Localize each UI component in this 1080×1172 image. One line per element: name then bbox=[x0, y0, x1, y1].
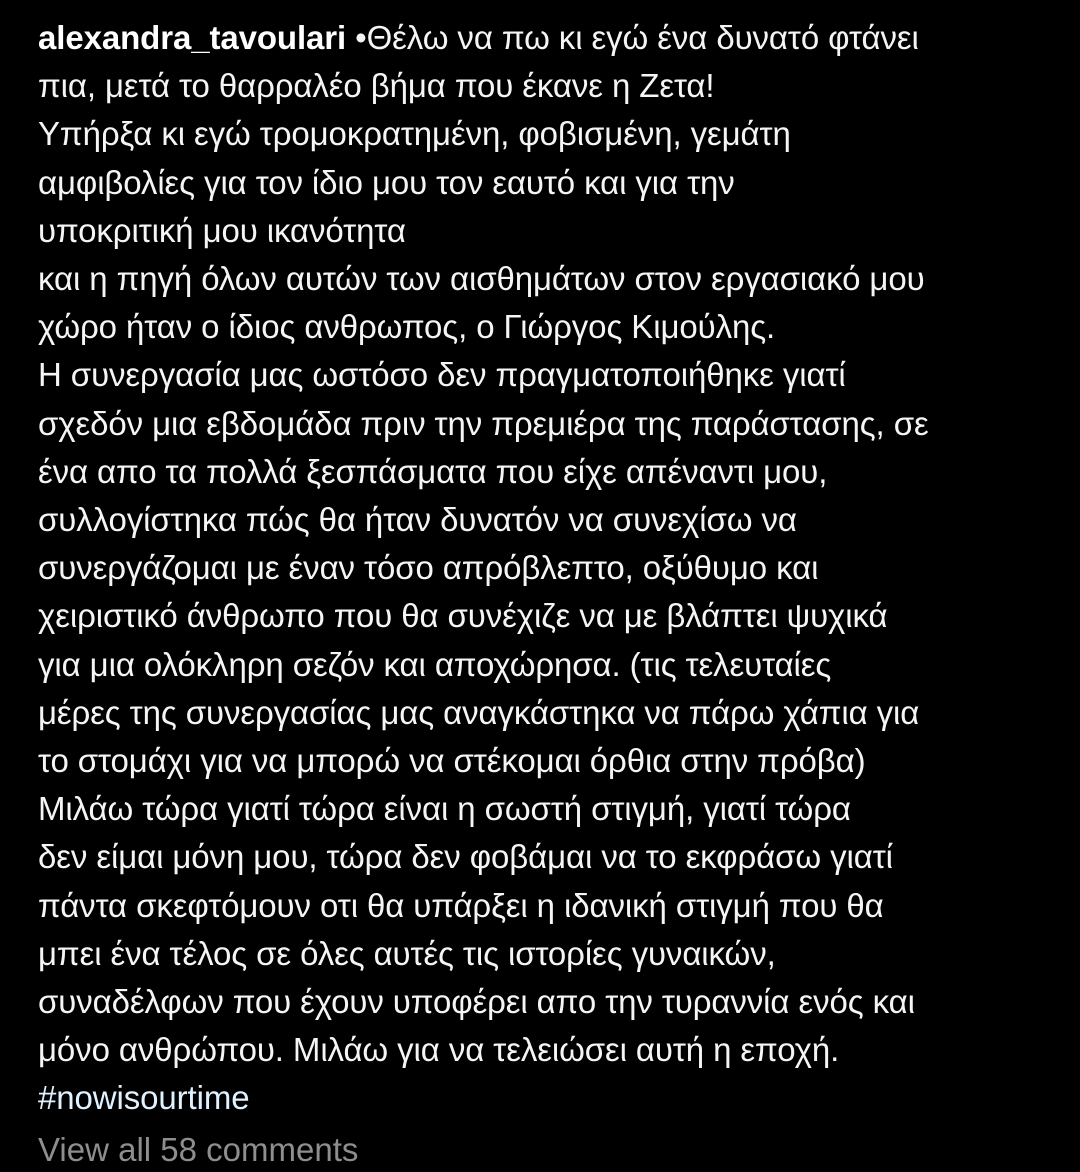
caption-line: συλλογίστηκα πώς θα ήταν δυνατόν να συνεχίσω να bbox=[38, 501, 797, 539]
caption-line: σχεδόν μια εβδομάδα πριν την πρεμιέρα της παράστασης, σε bbox=[38, 404, 929, 442]
username-link[interactable]: alexandra_tavoulari bbox=[38, 19, 347, 56]
view-comments-link[interactable]: View all 58 comments bbox=[38, 1131, 359, 1168]
caption-line: πάντα σκεφτόμουν οτι θα υπάρξει η ιδανική στιγμή που θα bbox=[38, 886, 884, 924]
caption-line: συναδέλφων που έχουν υποφέρει απο την τυραννία ενός και bbox=[38, 983, 915, 1021]
caption-line: μπει ένα τέλος σε όλες αυτές τις ιστορίες γυναικών, bbox=[38, 934, 776, 972]
caption-line: για μια ολόκληρη σεζόν και αποχώρησα. (τις τελευταίες bbox=[38, 645, 832, 683]
post-caption bbox=[38, 14, 1058, 1123]
hashtag-link[interactable]: #nowisourtime bbox=[38, 1079, 250, 1117]
caption-line: δεν είμαι μόνη μου, τώρα δεν φοβάμαι να το εκφράσω γιατί bbox=[38, 838, 893, 876]
caption-text: •Θέλω να πω κι εγώ ένα δυνατό φτάνει bbox=[346, 19, 919, 56]
caption-line: και η πηγή όλων αυτών των αισθημάτων στον εργασιακό μου bbox=[38, 260, 925, 298]
caption-line: χώρο ήταν ο ίδιος ανθρωπος, ο Γιώργος Κιμούλης. bbox=[38, 308, 776, 346]
caption-body bbox=[38, 62, 1058, 1074]
caption-line: μέρες της συνεργασίας μας αναγκάστηκα να πάρω χάπια για bbox=[38, 693, 920, 731]
caption-line: ένα απο τα πολλά ξεσπάσματα που είχε απέναντι μου, bbox=[38, 452, 828, 490]
caption-first-line bbox=[38, 14, 1058, 62]
caption-line: Υπήρξα κι εγώ τρομοκρατημένη, φοβισμένη, γεμάτη bbox=[38, 115, 791, 153]
caption-line: αμφιβολίες για τον ίδιο μου τον εαυτό και για την bbox=[38, 163, 735, 201]
caption-line: Η συνεργασία μας ωστόσο δεν πραγματοποιήθηκε γιατί bbox=[38, 356, 846, 394]
caption-line: το στομάχι για να μπορώ να στέκομαι όρθια στην πρόβα) bbox=[38, 742, 866, 780]
caption-line: μόνο ανθρώπου. Μιλάω για να τελειώσει αυτή η εποχή. bbox=[38, 1031, 840, 1069]
caption-line: συνεργάζομαι με έναν τόσο απρόβλεπτο, οξύθυμο και bbox=[38, 549, 819, 587]
caption-line: χειριστικό άνθρωπο που θα συνέχιζε να με βλάπτει ψυχικά bbox=[38, 597, 888, 635]
caption-line: υποκριτική μου ικανότητα bbox=[38, 211, 406, 249]
caption-line: πια, μετά το θαρραλέο βήμα που έκανε η Ζετα! bbox=[38, 67, 715, 105]
caption-line: Μιλάω τώρα γιατί τώρα είναι η σωστή στιγμή, γιατί τώρα bbox=[38, 790, 851, 828]
